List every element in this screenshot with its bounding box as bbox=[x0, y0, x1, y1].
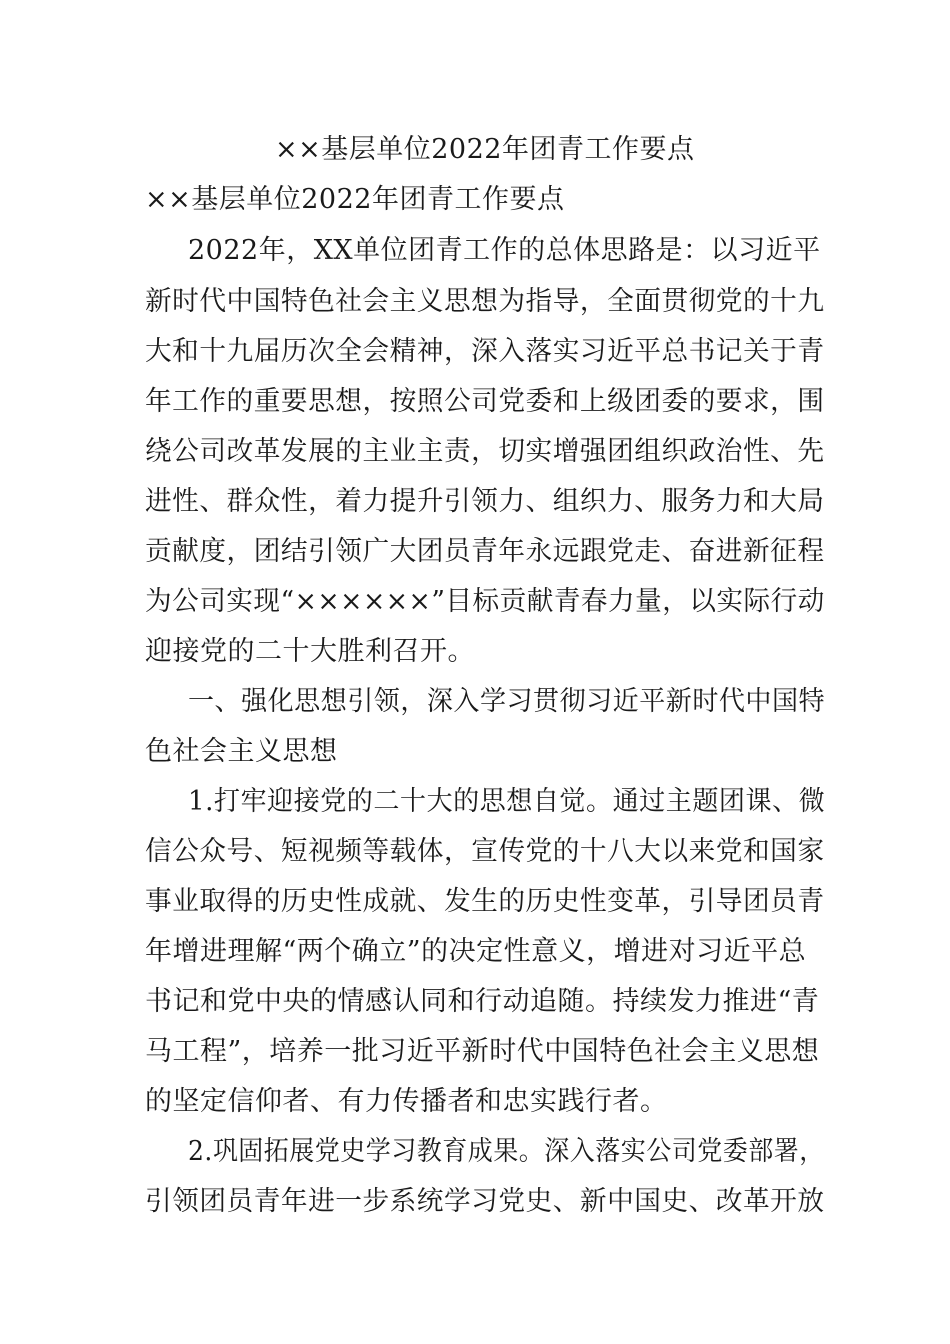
paragraph-line: 信公众号、短视频等载体，宣传党的十八大以来党和国家 bbox=[145, 836, 825, 867]
paragraph-line: 2022年，XX单位团青工作的总体思路是：以习近平 bbox=[188, 235, 821, 266]
paragraph-line: 进性、群众性，着力提升引领力、组织力、服务力和大局 bbox=[145, 486, 825, 517]
paragraph-line: 迎接党的二十大胜利召开。 bbox=[145, 636, 475, 667]
paragraph-line: 为公司实现“××××××”目标贡献青春力量，以实际行动 bbox=[145, 586, 825, 617]
paragraph-line: 大和十九届历次全会精神，深入落实习近平总书记关于青 bbox=[145, 336, 825, 367]
paragraph-line: 年工作的重要思想，按照公司党委和上级团委的要求，围 bbox=[145, 386, 825, 417]
paragraph-line: 年增进理解“两个确立”的决定性意义，增进对习近平总 bbox=[145, 936, 807, 967]
paragraph-line: 绕公司改革发展的主业主责，切实增强团组织政治性、先 bbox=[145, 436, 825, 467]
paragraph-line: 贡献度，团结引领广大团员青年永远跟党走、奋进新征程 bbox=[145, 536, 825, 567]
paragraph-line: 的坚定信仰者、有力传播者和忠实践行者。 bbox=[145, 1086, 668, 1117]
paragraph-line: 1.打牢迎接党的二十大的思想自觉。通过主题团课、微 bbox=[188, 786, 826, 817]
section-heading-line: 色社会主义思想 bbox=[145, 736, 338, 767]
paragraph-line: 马工程”，培养一批习近平新时代中国特色社会主义思想 bbox=[145, 1036, 820, 1067]
paragraph-line: 书记和党中央的情感认同和行动追随。持续发力推进“青 bbox=[145, 986, 820, 1017]
document-title: ××基层单位2022年团青工作要点 bbox=[275, 134, 695, 165]
paragraph-line: 事业取得的历史性成就、发生的历史性变革，引导团员青 bbox=[145, 886, 825, 917]
paragraph-line: 2.巩固拓展党史学习教育成果。深入落实公司党委部署， bbox=[188, 1136, 825, 1167]
section-heading-line: 一、强化思想引领，深入学习贯彻习近平新时代中国特 bbox=[188, 686, 826, 717]
paragraph-line: 引领团员青年进一步系统学习党史、新中国史、改革开放 bbox=[145, 1186, 825, 1217]
paragraph-line: 新时代中国特色社会主义思想为指导，全面贯彻党的十九 bbox=[145, 286, 825, 317]
subtitle-line: ××基层单位2022年团青工作要点 bbox=[145, 184, 565, 215]
